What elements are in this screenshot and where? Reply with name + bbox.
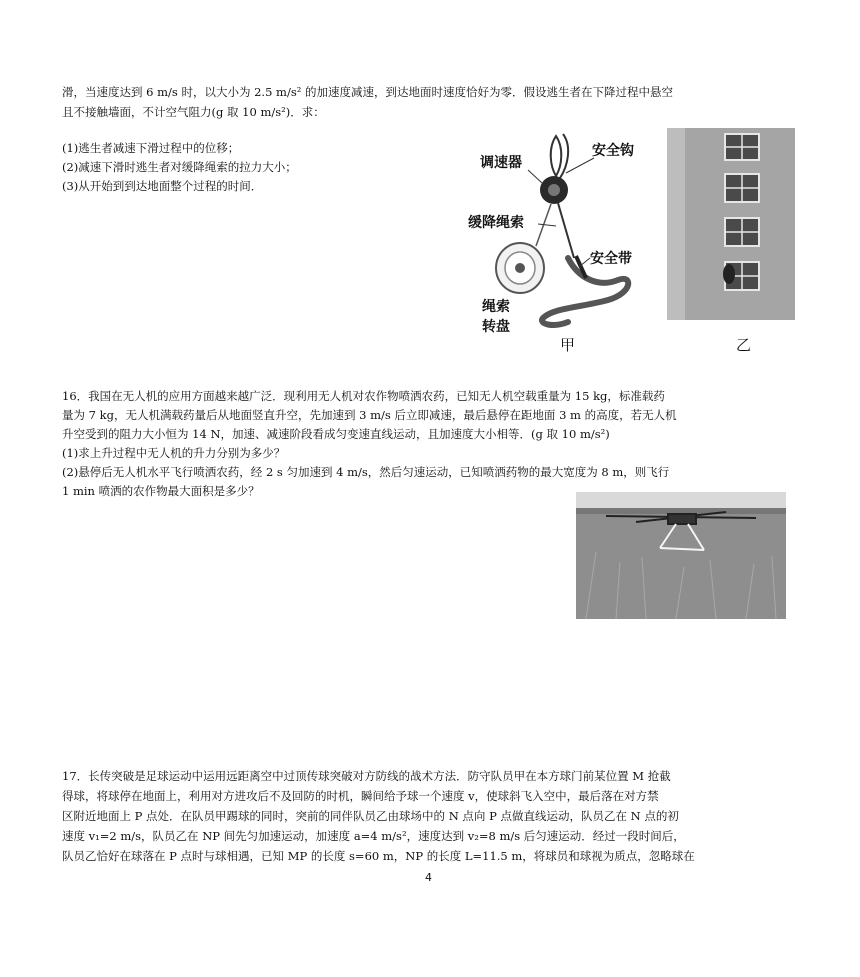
p17-text-line-4: 速度 v₁=2 m/s，队员乙在 NP 间先匀加速运动，加速度 a=4 m/s²，速度达到 v₂=8 m/s 后匀速运动．经过一段时间后，: [62, 829, 685, 843]
p16-question-2-line-2: 1 min 喷洒的农作物最大面积是多少？: [62, 484, 260, 498]
p16-text-line-2: 量为 7 kg，无人机满载药量后从地面竖直升空，先加速到 3 m/s 后立即减速，最后悬停在距地面 3 m 的高度，若无人机: [62, 408, 677, 422]
p15-text-line-1: 滑，当速度达到 6 m/s 时，以大小为 2.5 m/s² 的加速度减速，到达地面时速度恰好为零．假设逃生者在下降过程中悬空: [62, 85, 674, 99]
label-reel-line-1: 绳索: [482, 299, 510, 315]
drone-spraying-photo: [576, 492, 786, 619]
p17-text-line-3: 区附近地面上 P 点处．在队员甲踢球的同时，突前的同伴队员乙由球场中的 N 点向 P 点做直线运动，队员乙在 N 点的初: [62, 809, 679, 823]
p16-text-line-3: 升空受到的阻力大小恒为 14 N，加速、减速阶段看成匀变速直线运动，且加速度大小相等．(g 取 10 m/s²): [62, 427, 610, 441]
building-escape-photo: [667, 128, 795, 320]
p15-question-1: (1)逃生者减速下滑过程中的位移；: [62, 141, 240, 155]
p15-text-line-2: 且不接触墙面，不计空气阻力(g 取 10 m/s²)．求：: [62, 105, 325, 119]
figure-label-yi: 乙: [736, 336, 752, 354]
p16-text-line-1: 16．我国在无人机的应用方面越来越广泛．现利用无人机对农作物喷洒农药，已知无人机空载重量为 15 kg，标准载药: [62, 389, 665, 403]
p16-question-2-line-1: (2)悬停后无人机水平飞行喷洒农药，经 2 s 匀加速到 4 m/s，然后匀速运动，已知喷洒药物的最大宽度为 8 m，则飞行: [62, 465, 670, 479]
p17-text-line-1: 17．长传突破是足球运动中运用远距离空中过顶传球突破对方防线的战术方法．防守队员甲在本方球门前某位置 M 抢截: [62, 769, 671, 783]
label-safety-hook: 安全钩: [592, 143, 634, 159]
figure-label-jia: 甲: [560, 336, 576, 354]
p16-question-1: (1)求上升过程中无人机的升力分别为多少？: [62, 446, 286, 460]
label-reel-line-2: 转盘: [482, 319, 510, 335]
label-descent-rope: 缓降绳索: [468, 215, 524, 231]
p15-question-3: (3)从开始到到达地面整个过程的时间．: [62, 179, 263, 193]
p15-question-2: (2)减速下滑时逃生者对缓降绳索的拉力大小；: [62, 160, 297, 174]
p17-text-line-5: 队员乙恰好在球落在 P 点时与球相遇，已知 MP 的长度 s=60 m，NP 的长度 L=11.5 m，将球员和球视为质点，忽略球在: [62, 849, 695, 863]
label-regulator: 调速器: [480, 155, 522, 171]
p17-text-line-2: 得球，将球停在地面上，利用对方进攻后不及回防的时机，瞬间给予球一个速度 v，使球斜飞入空中，最后落在对方禁: [62, 789, 659, 803]
page-number: 4: [425, 871, 432, 884]
label-safety-belt: 安全带: [590, 251, 632, 267]
